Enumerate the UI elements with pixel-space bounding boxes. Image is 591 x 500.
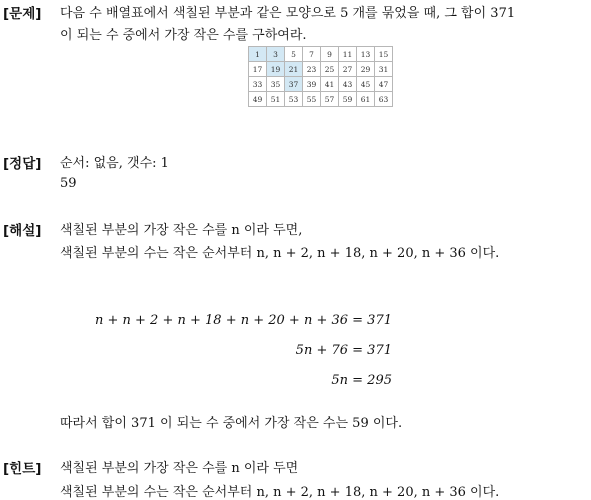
grid-cell-shaded: 37 <box>285 77 303 92</box>
grid-cell-shaded: 3 <box>267 47 285 62</box>
grid-row <box>249 92 393 107</box>
grid-row <box>249 47 393 62</box>
equation-3: 5n = 295 <box>331 373 392 388</box>
grid-cell: 63 <box>375 92 393 107</box>
grid-cell: 33 <box>249 77 267 92</box>
grid-cell: 9 <box>321 47 339 62</box>
answer-value: 59 <box>60 176 77 191</box>
hint-label: [힌트] <box>3 461 42 477</box>
grid-cell: 31 <box>375 62 393 77</box>
grid-row <box>249 77 393 92</box>
grid-cell: 25 <box>321 62 339 77</box>
grid-cell: 23 <box>303 62 321 77</box>
grid-cell: 49 <box>249 92 267 107</box>
grid-cell: 41 <box>321 77 339 92</box>
grid-cell: 7 <box>303 47 321 62</box>
grid-cell: 15 <box>375 47 393 62</box>
equation-2: 5n + 76 = 371 <box>295 343 392 358</box>
grid-cell: 11 <box>339 47 357 62</box>
problem-text-line-1: 다음 수 배열표에서 색칠된 부분과 같은 모양으로 5 개를 묶었을 때, 그 합이 371 <box>60 6 516 21</box>
grid-row <box>249 62 393 77</box>
grid-cell: 29 <box>357 62 375 77</box>
grid-cell: 57 <box>321 92 339 107</box>
equation-1: n + n + 2 + n + 18 + n + 20 + n + 36 = 371 <box>95 313 392 328</box>
grid-cell: 13 <box>357 47 375 62</box>
grid-cell: 39 <box>303 77 321 92</box>
solution-label: [해설] <box>3 223 42 239</box>
number-array-table <box>248 46 393 107</box>
grid-cell: 17 <box>249 62 267 77</box>
hint-line-2: 색칠된 부분의 수는 작은 순서부터 n, n + 2, n + 18, n + 20, n + 36 이다. <box>60 485 500 500</box>
grid-cell-shaded: 19 <box>267 62 285 77</box>
grid-cell: 61 <box>357 92 375 107</box>
grid-cell: 51 <box>267 92 285 107</box>
grid-cell: 35 <box>267 77 285 92</box>
grid-cell: 45 <box>357 77 375 92</box>
solution-conclusion: 따라서 합이 371 이 되는 수 중에서 가장 작은 수는 59 이다. <box>60 416 403 431</box>
grid-cell-shaded: 1 <box>249 47 267 62</box>
solution-line-1: 색칠된 부분의 가장 작은 수를 n 이라 두면, <box>60 223 303 238</box>
answer-label: [정답] <box>3 156 42 172</box>
grid-cell: 5 <box>285 47 303 62</box>
grid-cell: 47 <box>375 77 393 92</box>
grid-cell: 43 <box>339 77 357 92</box>
solution-line-2: 색칠된 부분의 수는 작은 순서부터 n, n + 2, n + 18, n + 20, n + 36 이다. <box>60 246 500 261</box>
problem-label: [문제] <box>3 6 42 22</box>
grid-cell-shaded: 21 <box>285 62 303 77</box>
hint-line-1: 색칠된 부분의 가장 작은 수를 n 이라 두면 <box>60 461 299 476</box>
answer-order-count: 순서: 없음, 갯수: 1 <box>60 156 169 171</box>
grid-cell: 59 <box>339 92 357 107</box>
grid-cell: 27 <box>339 62 357 77</box>
problem-text-line-2: 이 되는 수 중에서 가장 작은 수를 구하여라. <box>60 28 307 43</box>
grid-cell: 53 <box>285 92 303 107</box>
grid-cell: 55 <box>303 92 321 107</box>
